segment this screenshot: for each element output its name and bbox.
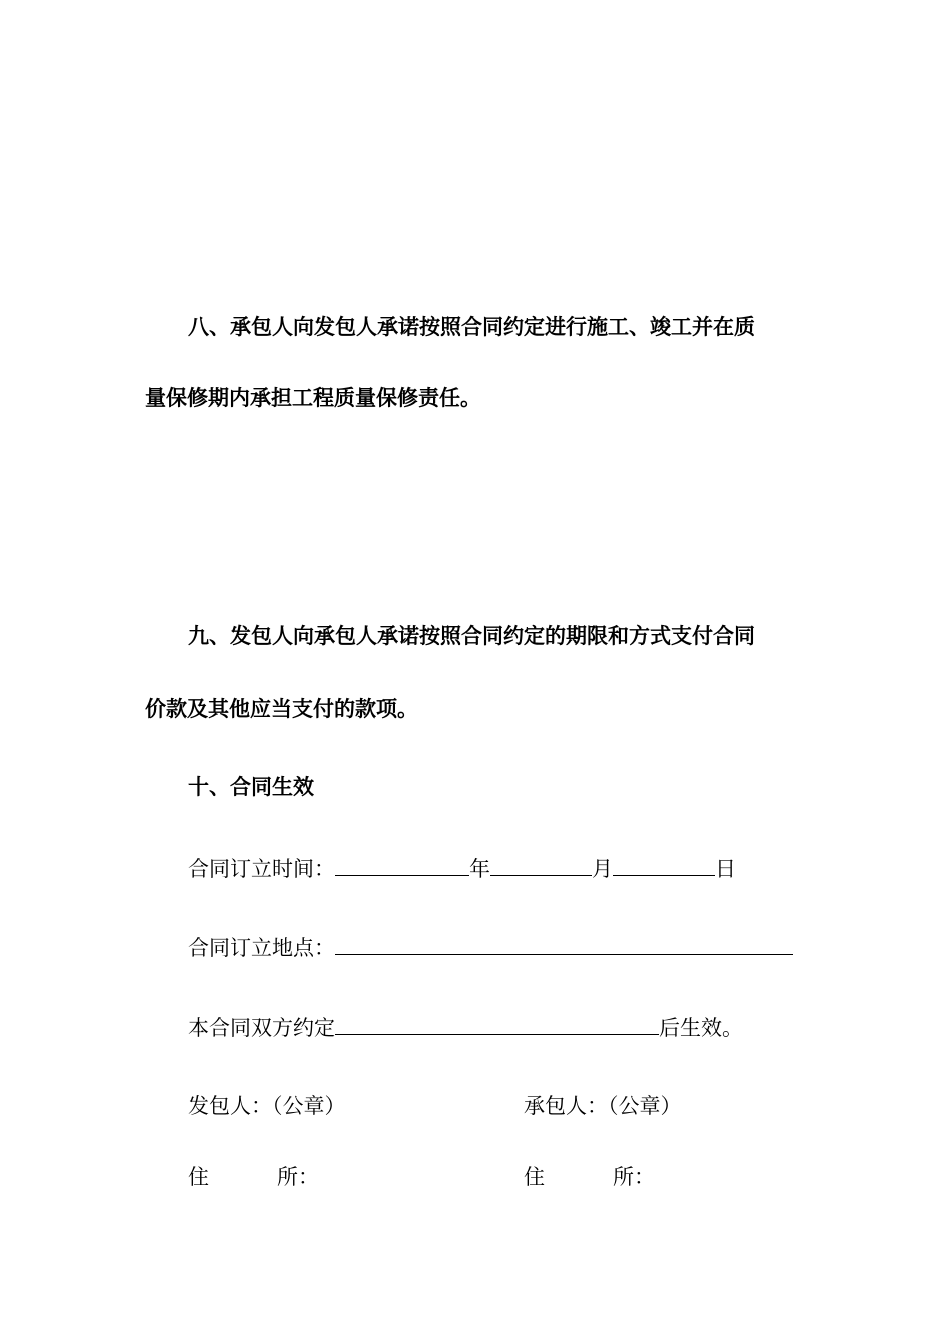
year-label: 年 [469, 857, 490, 881]
clause-8-line-1: 八、承包人向发包人承诺按照合同约定进行施工、竣工并在质 [188, 314, 755, 339]
day-label: 日 [715, 857, 736, 881]
day-blank[interactable] [613, 853, 715, 876]
effective-suffix: 后生效。 [659, 1016, 743, 1040]
employer-address-char-2: 所： [277, 1165, 319, 1189]
month-blank[interactable] [490, 853, 592, 876]
effective-prefix: 本合同双方约定 [188, 1016, 335, 1040]
clause-9-line-1: 九、发包人向承包人承诺按照合同约定的期限和方式支付合同 [188, 623, 755, 648]
clause-9-line-2: 价款及其他应当支付的款项。 [145, 696, 418, 721]
contractor-address-char-2: 所： [613, 1165, 655, 1189]
month-label: 月 [592, 857, 613, 881]
clause-8-line-2: 量保修期内承担工程质量保修责任。 [145, 385, 481, 410]
clause-10-heading: 十、合同生效 [188, 774, 314, 799]
signing-place-blank[interactable] [335, 932, 793, 955]
signing-time-label: 合同订立时间： [188, 857, 335, 881]
signing-time-row [188, 853, 736, 883]
employer-address-char-1: 住 [188, 1165, 209, 1189]
employer-seal-label: 发包人：（公章） [188, 1094, 346, 1118]
effective-condition-blank[interactable] [335, 1012, 659, 1035]
signing-place-row [188, 932, 793, 962]
contractor-seal-label: 承包人：（公章） [524, 1094, 682, 1118]
effective-condition-row [188, 1012, 743, 1042]
contractor-address-char-1: 住 [524, 1165, 545, 1189]
year-blank[interactable] [335, 853, 469, 876]
signing-place-label: 合同订立地点： [188, 936, 335, 960]
